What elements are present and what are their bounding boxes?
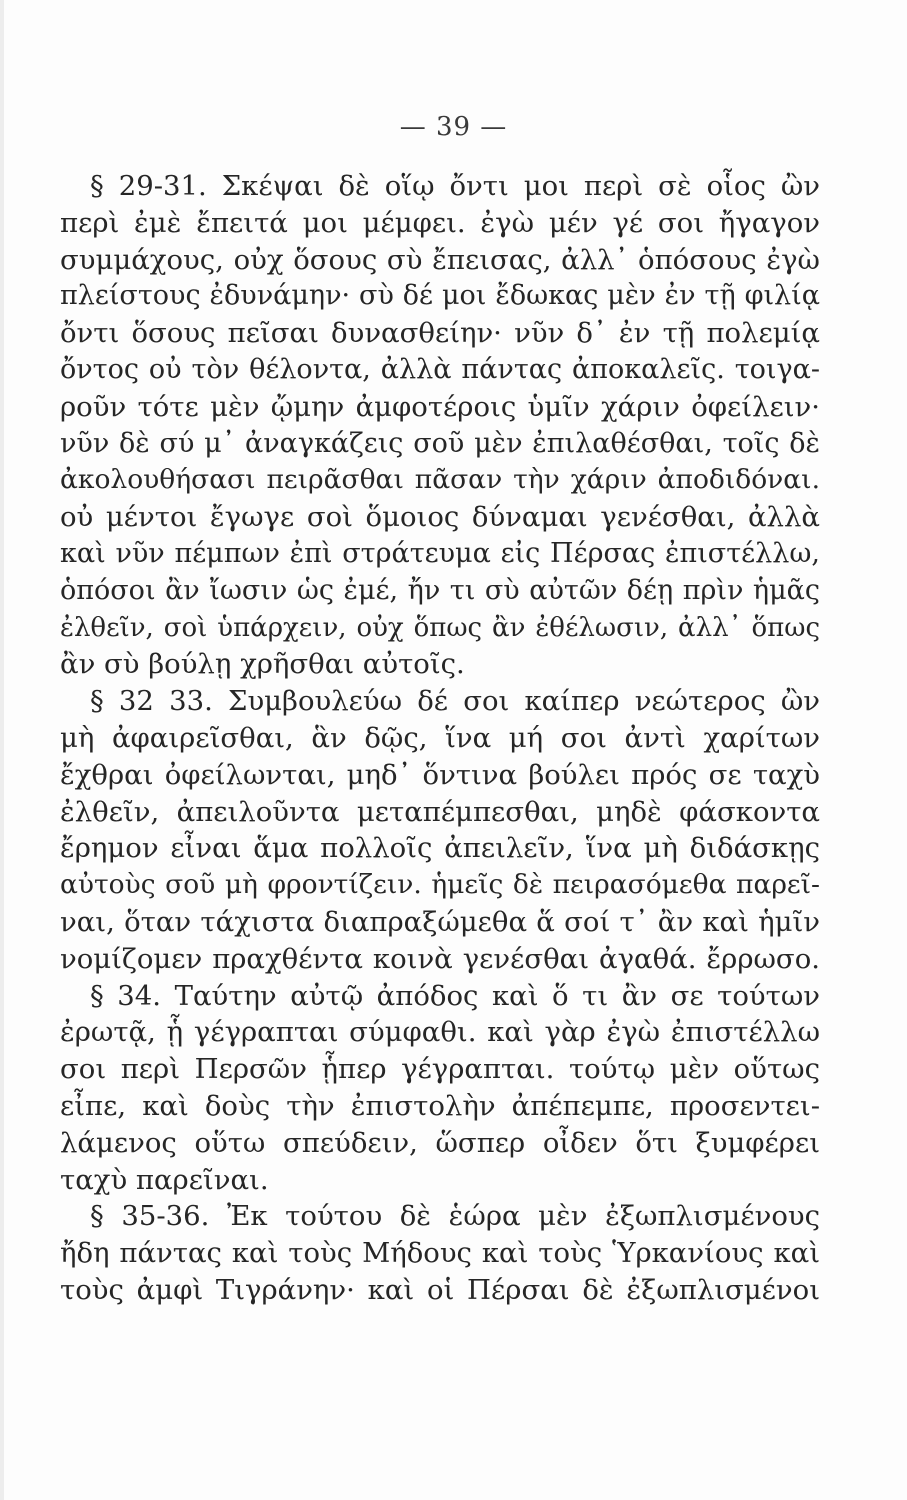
text-line: § 34. Ταύτην αὐτῷ ἀπόδος καὶ ὅ τι ἂν σε τούτων bbox=[90, 979, 820, 1012]
text-line: ἔρημον εἶναι ἅμα πολλοῖς ἀπειλεῖν, ἵνα μὴ διδάσκῃς bbox=[60, 832, 820, 865]
text-line: ἤδη πάντας καὶ τοὺς Μήδους καὶ τοὺς Ὑρκανίους καὶ bbox=[60, 1237, 820, 1270]
text-line: ἀκολουθήσασι πειρᾶσθαι πᾶσαν τὴν χάριν ἀποδιδόναι. bbox=[60, 464, 820, 496]
text-line: § 35-36. Ἐκ τούτου δὲ ἑώρα μὲν ἐξωπλισμένους bbox=[90, 1200, 820, 1233]
text-line: ὁπόσοι ἂν ἴωσιν ὡς ἐμέ, ἤν τι σὺ αὐτῶν δέῃ πρὶν ἡμᾶς bbox=[60, 574, 820, 606]
text-line: μὴ ἀφαιρεῖσθαι, ἃν δῷς, ἵνα μή σοι ἀντὶ χαρίτων bbox=[60, 721, 820, 754]
text-line: § 32 33. Συμβουλεύω δέ σοι καίπερ νεώτερος ὢν bbox=[90, 685, 820, 718]
text-line: ἔχθραι ὀφείλωνται, μηδ᾽ ὅντινα βούλει πρός σε ταχὺ bbox=[60, 758, 820, 791]
text-line: καὶ νῦν πέμπων ἐπὶ στράτευμα εἰς Πέρσας ἐπιστέλλω, bbox=[60, 537, 820, 569]
text-line: νομίζομεν πραχθέντα κοινὰ γενέσθαι ἀγαθά. ἔρρωσο. bbox=[60, 942, 820, 975]
text-line: ἐλθεῖν, σοὶ ὑπάρχειν, οὐχ ὅπως ἂν ἐθέλωσιν, ἀλλ᾽ ὅπως bbox=[60, 612, 820, 643]
text-line: λάμενος οὕτω σπεύδειν, ὥσπερ οἶδεν ὅτι ξυμφέρει bbox=[60, 1126, 820, 1159]
page-edge-shadow bbox=[0, 0, 4, 1500]
text-line: ἂν σὺ βούλῃ χρῆσθαι αὐτοῖς. bbox=[60, 648, 465, 681]
text-line: πλείστους ἐδυνάμην· σὺ δέ μοι ἔδωκας μὲν ἐν τῇ φιλίᾳ bbox=[60, 280, 820, 312]
text-line: σοι περὶ Περσῶν ᾗπερ γέγραπται. τούτῳ μὲν οὕτως bbox=[60, 1053, 820, 1086]
text-line: ταχὺ παρεῖναι. bbox=[60, 1163, 269, 1196]
text-line: οὐ μέντοι ἔγωγε σοὶ ὅμοιος δύναμαι γενέσθαι, ἀλλὰ bbox=[60, 501, 820, 534]
text-line: ροῦν τότε μὲν ᾤμην ἀμφοτέροις ὑμῖν χάριν ὀφείλειν· bbox=[60, 390, 820, 423]
text-line: ναι, ὅταν τάχιστα διαπραξώμεθα ἅ σοί τ᾽ ἂν καὶ ἡμῖν bbox=[60, 905, 820, 938]
text-line: συμμάχους, οὐχ ὅσους σὺ ἔπεισας, ἀλλ᾽ ὁπόσους ἐγὼ bbox=[60, 243, 820, 276]
text-line: εἶπε, καὶ δοὺς τὴν ἐπιστολὴν ἀπέπεμπε, προσεντει- bbox=[60, 1089, 820, 1122]
text-line: περὶ ἐμὲ ἔπειτά μοι μέμφει. ἐγὼ μέν γέ σοι ἤγαγον bbox=[60, 206, 820, 239]
text-line: ἐρωτᾷ, ᾗ γέγραπται σύμφαθι. καὶ γὰρ ἐγὼ ἐπιστέλλω bbox=[60, 1016, 820, 1049]
page-number: — 39 — bbox=[399, 112, 508, 142]
text-line: νῦν δὲ σύ μ᾽ ἀναγκάζεις σοῦ μὲν ἐπιλαθέσθαι, τοῖς δὲ bbox=[60, 427, 820, 459]
text-line: αὐτοὺς σοῦ μὴ φροντίζειν. ἡμεῖς δὲ πειρασόμεθα παρεῖ- bbox=[60, 869, 820, 901]
greek-text-body bbox=[60, 168, 820, 1309]
text-line: ὄντι ὅσους πεῖσαι δυνασθείην· νῦν δ᾽ ἐν τῇ πολεμίᾳ bbox=[60, 317, 820, 350]
text-line: ὄντος οὐ τὸν θέλοντα, ἀλλὰ πάντας ἀποκαλεῖς. τοιγα- bbox=[60, 353, 820, 385]
text-line: § 29-31. Σκέψαι δὲ οἵῳ ὄντι μοι περὶ σὲ οἷος ὢν bbox=[90, 170, 820, 202]
text-line: τοὺς ἀμφὶ Τιγράνην· καὶ οἱ Πέρσαι δὲ ἐξωπλισμένοι bbox=[60, 1273, 820, 1306]
text-line: ἐλθεῖν, ἀπειλοῦντα μεταπέμπεσθαι, μηδὲ φάσκοντα bbox=[60, 795, 820, 828]
